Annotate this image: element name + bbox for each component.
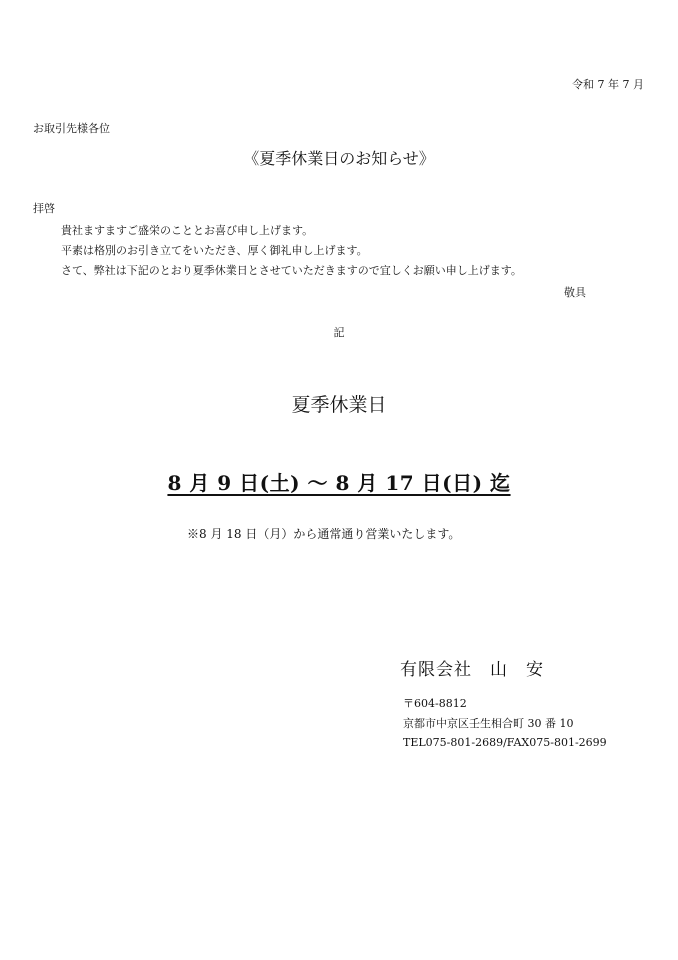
recipient-line: お取引先様各位 bbox=[33, 122, 110, 135]
ki-marker: 記 bbox=[333, 326, 345, 339]
body-line-3: さて、弊社は下記のとおり夏季休業日とさせていただきますので宜しくお願い申し上げます。 bbox=[61, 264, 522, 277]
company-address: 京都市中京区壬生相合町 30 番 10 bbox=[403, 717, 574, 730]
body-line-1: 貴社ますますご盛栄のこととお喜び申し上げます。 bbox=[61, 224, 314, 237]
body-line-2: 平素は格別のお引き立てをいただき、厚く御礼申し上げます。 bbox=[61, 244, 368, 257]
reopening-notice: ※8 月 18 日（月）から通常通り営業いたします。 bbox=[187, 527, 461, 541]
holiday-period: 8 月 9 日(土) ～ 8 月 17 日(日) 迄 bbox=[167, 471, 511, 495]
postal-code: 〒604-8812 bbox=[403, 697, 467, 710]
company-name: 有限会社 山 安 bbox=[400, 660, 544, 680]
opening-greeting: 拝啓 bbox=[33, 202, 55, 215]
letter-date: 令和 7 年 7 月 bbox=[572, 78, 644, 91]
document-title: 《夏季休業日のお知らせ》 bbox=[243, 149, 435, 168]
closing-phrase: 敬具 bbox=[564, 286, 586, 299]
contact-numbers: TEL075-801-2689/FAX075-801-2699 bbox=[403, 736, 607, 749]
holiday-heading: 夏季休業日 bbox=[291, 394, 387, 416]
